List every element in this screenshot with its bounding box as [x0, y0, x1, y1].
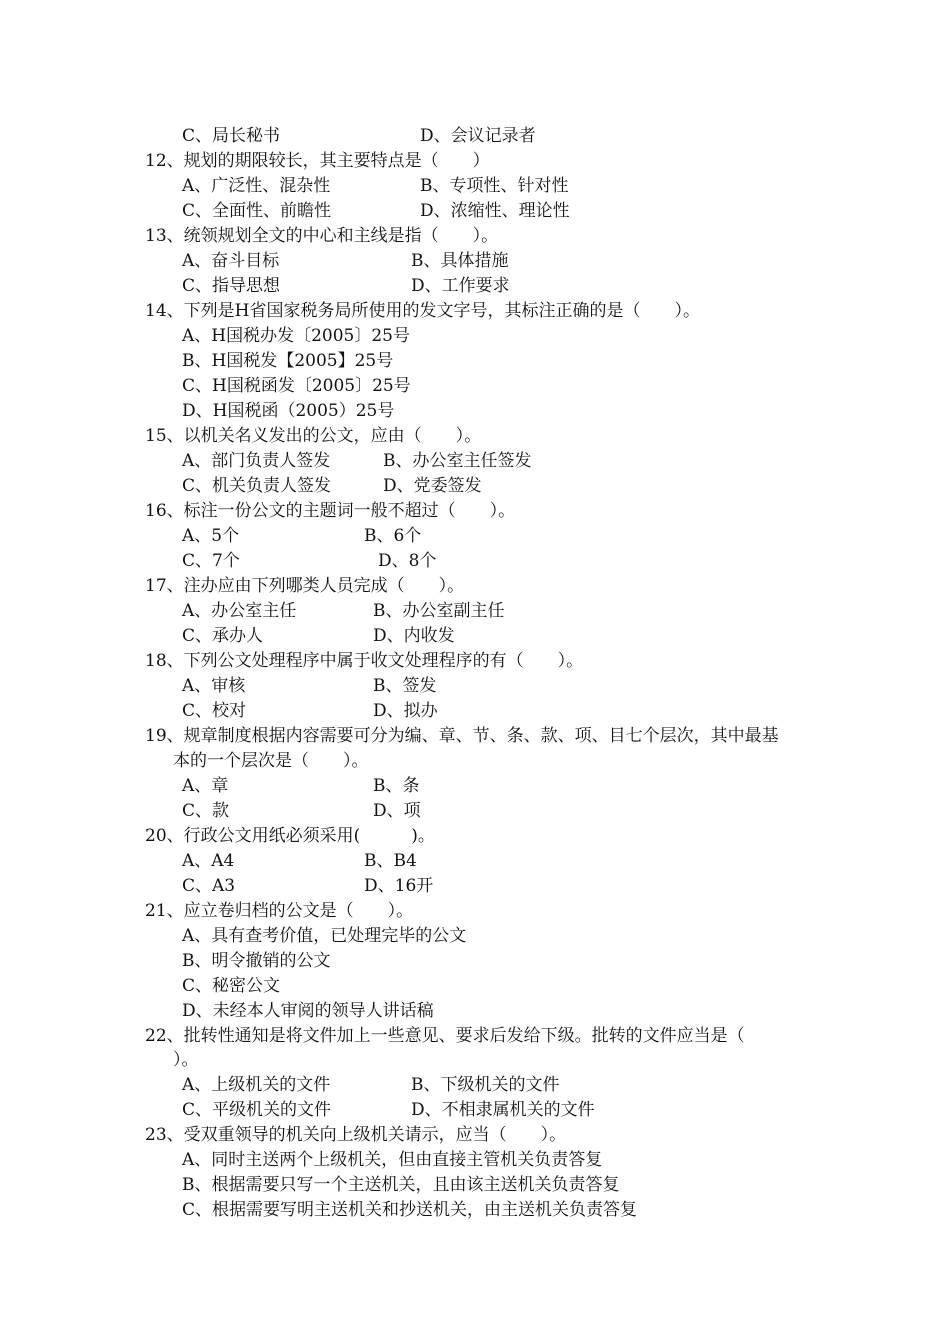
option-18-d: D、拟办	[373, 701, 438, 721]
question-22: 22、批转性通知是将文件加上一些意见、要求后发给下级。批转的文件应当是（	[145, 1026, 745, 1046]
option-14-c: C、H国税函发〔2005〕25号	[182, 376, 411, 396]
option-12-b: B、专项性、针对性	[420, 176, 569, 196]
option-11-d: D、会议记录者	[420, 126, 536, 146]
option-21-c: C、秘密公文	[182, 976, 281, 996]
option-18-a: A、审核	[182, 676, 246, 696]
question-15: 15、以机关名义发出的公文，应由（ ）。	[145, 426, 482, 446]
option-21-d: D、未经本人审阅的领导人讲话稿	[182, 1001, 434, 1021]
option-20-d: D、16开	[364, 876, 434, 896]
option-22-d: D、不相隶属机关的文件	[411, 1100, 595, 1120]
option-16-d: D、8个	[378, 551, 437, 571]
option-21-a: A、具有查考价值，已处理完毕的公文	[182, 926, 467, 946]
option-20-b: B、B4	[364, 851, 417, 871]
option-12-d: D、浓缩性、理论性	[420, 201, 570, 221]
question-19-cont: 本的一个层次是（ ）。	[173, 751, 369, 771]
option-13-a: A、奋斗目标	[182, 251, 280, 271]
option-13-c: C、指导思想	[182, 276, 281, 296]
option-23-b: B、根据需要只写一个主送机关，且由该主送机关负责答复	[182, 1175, 620, 1195]
option-18-c: C、校对	[182, 701, 247, 721]
option-16-c: C、7个	[182, 551, 240, 571]
question-22-cont: ）。	[173, 1050, 199, 1070]
option-13-b: B、具体措施	[411, 251, 509, 271]
question-16: 16、标注一份公文的主题词一般不超过（ ）。	[145, 501, 516, 521]
question-12: 12、规划的期限较长，其主要特点是（ ）	[145, 151, 490, 171]
option-16-b: B、6个	[364, 526, 422, 546]
option-17-a: A、办公室主任	[182, 601, 297, 621]
option-19-a: A、章	[182, 776, 229, 796]
option-22-b: B、下级机关的文件	[411, 1075, 560, 1095]
option-16-a: A、5个	[182, 526, 240, 546]
option-17-d: D、内收发	[373, 626, 455, 646]
question-13: 13、统领规划全文的中心和主线是指（ ）。	[145, 226, 499, 246]
option-22-a: A、上级机关的文件	[182, 1075, 331, 1095]
option-15-d: D、党委签发	[383, 476, 482, 496]
option-17-c: C、承办人	[182, 626, 264, 646]
option-19-d: D、项	[373, 801, 421, 821]
option-19-b: B、条	[373, 776, 420, 796]
option-23-c: C、根据需要写明主送机关和抄送机关，由主送机关负责答复	[182, 1200, 638, 1220]
option-11-c: C、局长秘书	[182, 126, 281, 146]
option-20-c: C、A3	[182, 876, 236, 896]
option-15-b: B、办公室主任签发	[383, 451, 532, 471]
option-19-c: C、款	[182, 801, 230, 821]
option-20-a: A、A4	[182, 851, 235, 871]
option-21-b: B、明令撤销的公文	[182, 951, 331, 971]
question-14: 14、下列是H省国家税务局所使用的发文字号，其标注正确的是（ ）。	[145, 301, 700, 321]
option-17-b: B、办公室副主任	[373, 601, 505, 621]
option-12-c: C、全面性、前瞻性	[182, 201, 332, 221]
option-12-a: A、广泛性、混杂性	[182, 176, 331, 196]
option-14-b: B、H国税发【2005】25号	[182, 351, 394, 371]
option-13-d: D、工作要求	[411, 276, 510, 296]
option-23-a: A、同时主送两个上级机关，但由直接主管机关负责答复	[182, 1150, 603, 1170]
question-19: 19、规章制度根据内容需要可分为编、章、节、条、款、项、目七个层次，其中最基	[145, 726, 779, 746]
option-18-b: B、签发	[373, 676, 437, 696]
question-17: 17、注办应由下列哪类人员完成（ ）。	[145, 576, 465, 596]
question-23: 23、受双重领导的机关向上级机关请示，应当（ ）。	[145, 1125, 567, 1145]
option-14-d: D、H国税函（2005）25号	[182, 401, 395, 421]
option-22-c: C、平级机关的文件	[182, 1100, 332, 1120]
option-14-a: A、H国税办发〔2005〕25号	[182, 326, 410, 346]
question-20: 20、行政公文用纸必须采用( )。	[145, 826, 435, 846]
option-15-c: C、机关负责人签发	[182, 476, 332, 496]
question-21: 21、应立卷归档的公文是（ ）。	[145, 901, 414, 921]
option-15-a: A、部门负责人签发	[182, 451, 331, 471]
question-18: 18、下列公文处理程序中属于收文处理程序的有（ ）。	[145, 651, 584, 671]
